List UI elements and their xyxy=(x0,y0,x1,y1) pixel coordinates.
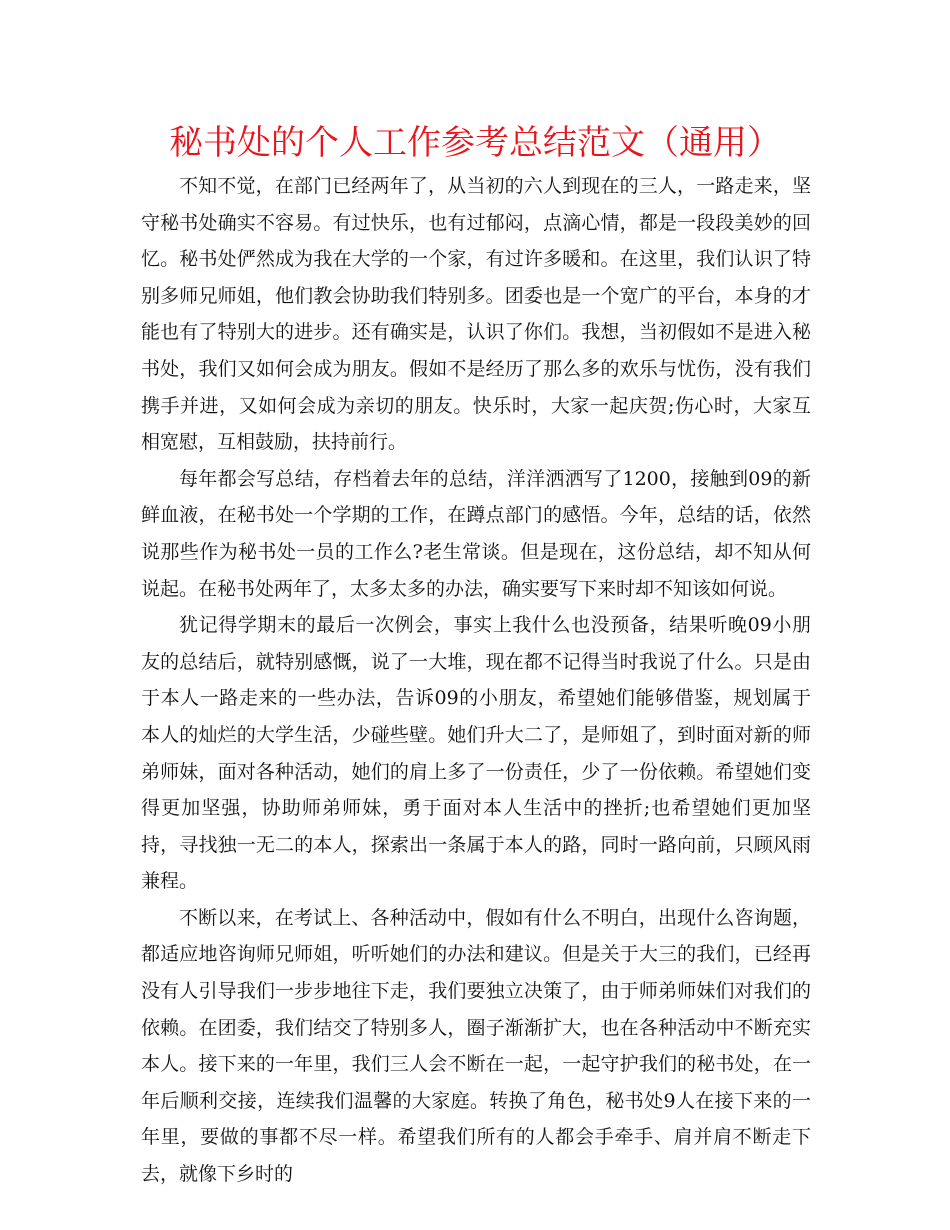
paragraph-3: 犹记得学期末的最后一次例会，事实上我什么也没预备，结果听晚09小朋友的总结后，就特别感慨，说了一大堆，现在都不记得当时我说了什么。只是由于本人一路走来的一些办法，告诉09的小朋友，希望她们能够借鉴，规划属于本人的灿烂的大学生活，少碰些壁。她们升大二了，是师姐了，到时面对新的师弟师妹，面对各种活动，她们的肩上多了一份责任，少了一份依赖。希望她们变得更加坚强，协助师弟师妹，勇于面对本人生活中的挫折;也希望她们更加坚持，寻找独一无二的本人，探索出一条属于本人的路，同时一路向前，只顾风雨兼程。 xyxy=(141,614,811,893)
paragraph-2: 每年都会写总结，存档着去年的总结，洋洋洒洒写了1200，接触到09的新鲜血液，在秘书处一个学期的工作，在蹲点部门的感悟。今年，总结的话，依然说那些作为秘书处一员的工作么?老生常谈。但是现在，这份总结，却不知从何说起。在秘书处两年了，太多太多的办法，确实要写下来时却不知该如何说。 xyxy=(141,467,811,600)
paragraph-1: 不知不觉，在部门已经两年了，从当初的六人到现在的三人，一路走来，坚守秘书处确实不容易。有过快乐，也有过郁闷，点滴心情，都是一段段美妙的回忆。秘书处俨然成为我在大学的一个家，有过许多暖和。在这里，我们认识了特别多师兄师姐，他们教会协助我们特别多。团委也是一个宽广的平台，本身的才能也有了特别大的进步。还有确实是，认识了你们。我想，当初假如不是进入秘书处，我们又如何会成为朋友。假如不是经历了那么多的欢乐与忧伤，没有我们携手并进，又如何会成为亲切的朋友。快乐时，大家一起庆贺;伤心时，大家互相宽慰，互相鼓励，扶持前行。 xyxy=(141,175,811,454)
paragraph-4: 不断以来，在考试上、各种活动中，假如有什么不明白，出现什么咨询题，都适应地咨询师兄师姐，听听她们的办法和建议。但是关于大三的我们，已经再没有人引导我们一步步地往下走，我们要独立决策了，由于师弟师妹们对我们的依赖。在团委，我们结交了特别多人，圈子渐渐扩大，也在各种活动中不断充实本人。接下来的一年里，我们三人会不断在一起，一起守护我们的秘书处，在一年后顺利交接，连续我们温馨的大家庭。转换了角色，秘书处9人在接下来的一年里，要做的事都不尽一样。希望我们所有的人都会手牵手、肩并肩不断走下去，就像下乡时的 xyxy=(141,906,811,1186)
document-title: 秘书处的个人工作参考总结范文（通用） xyxy=(169,123,781,163)
document-body xyxy=(141,168,811,1193)
